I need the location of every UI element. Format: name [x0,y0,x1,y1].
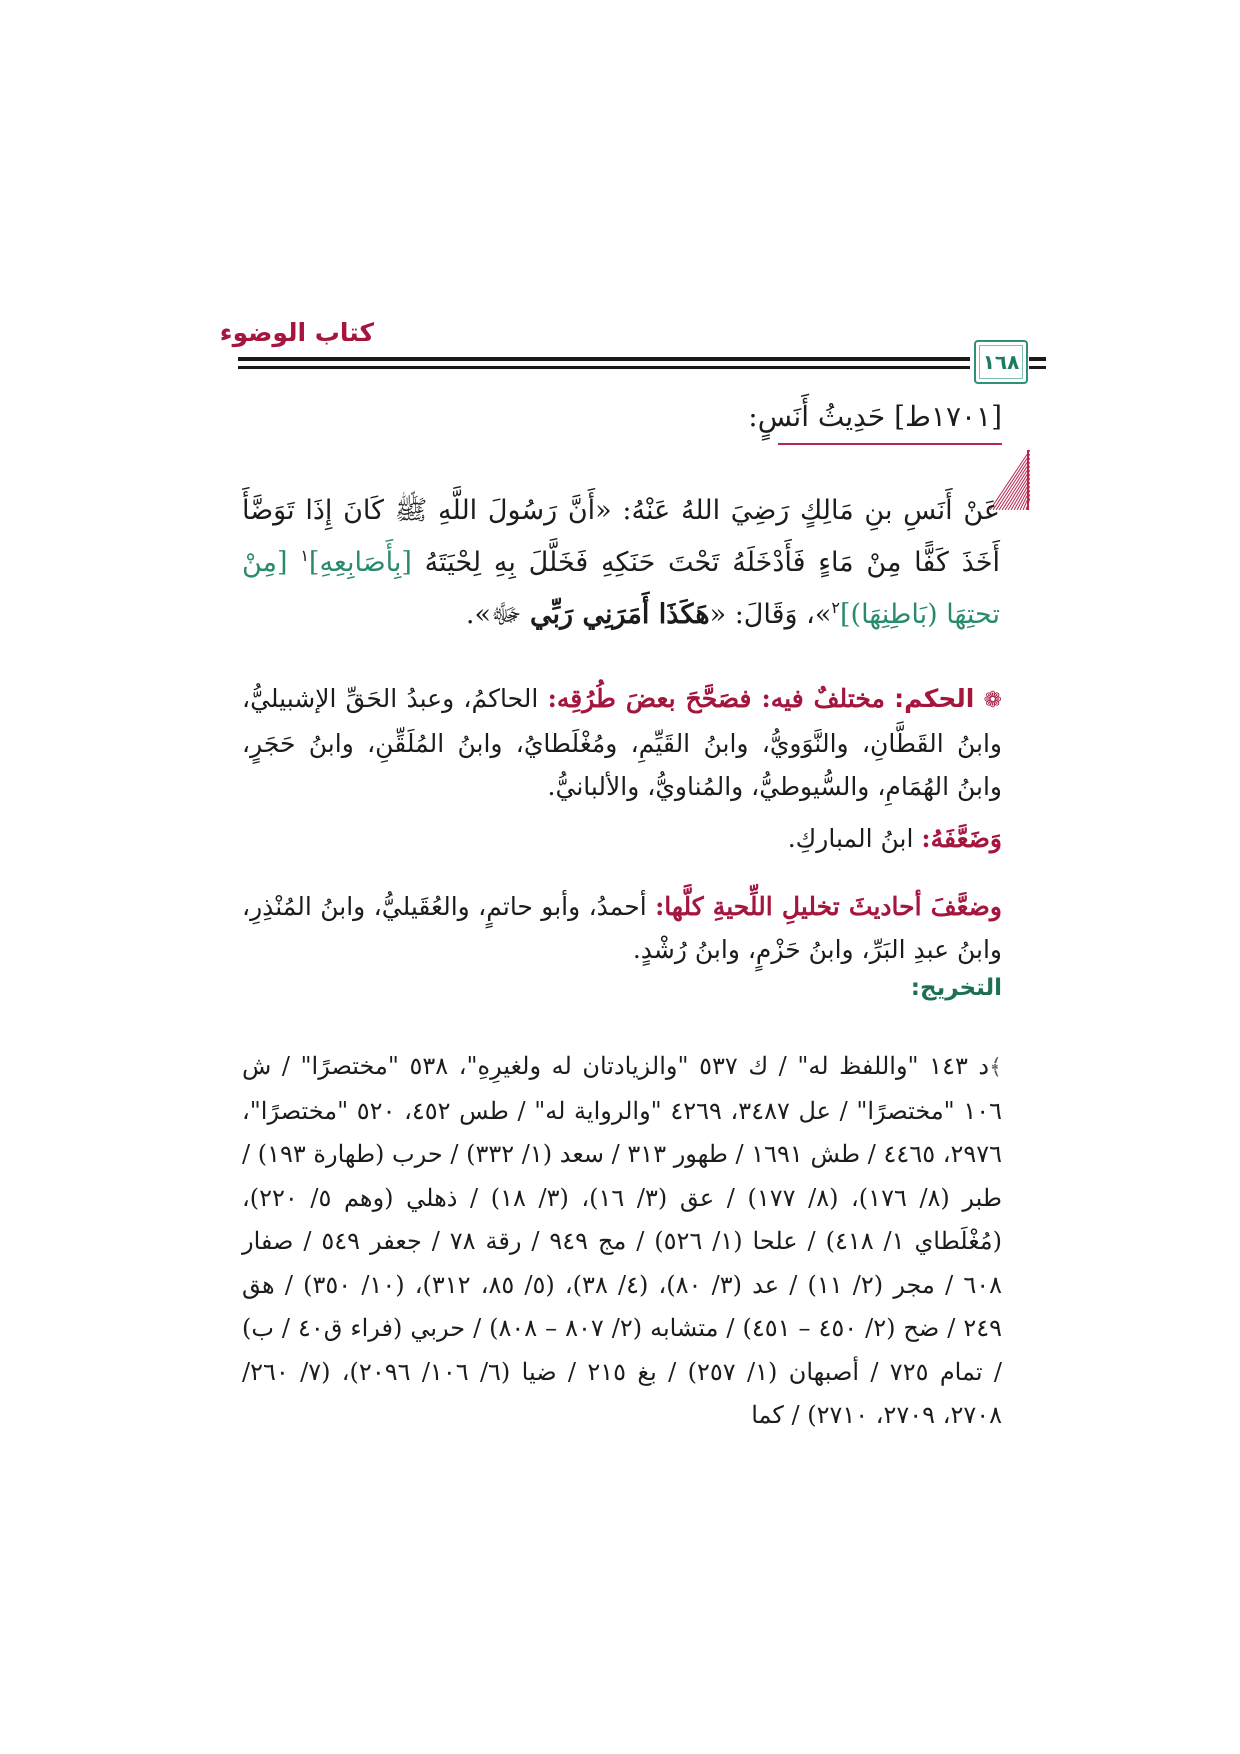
header-rule-bottom [238,366,970,369]
heading-underline [778,443,1002,445]
hadith-variant-1: [بِأَصَابِعِهِ] [308,547,412,578]
header-rule-right-top [1029,357,1046,361]
footnote-marker-1: ١ [300,546,309,565]
header-rule-right-bottom [1029,366,1046,369]
ruling-authenticators: الحاكمُ، وعبدُ الحَقِّ الإشبيليُّ، وابنُ القَطَّانِ، والنَّوَويُّ، وابنُ القَيِّمِ، ومُغْلَطايُ، وابنُ المُلَقِّنِ، وابنُ حَجَرٍ، وابنُ الهُمَامِ، والسُّيوطيُّ، والمُناويُّ، والألبانيُّ. [242,684,1002,801]
prophet-saying: هَكَذَا أَمَرَنِي رَبِّي [530,599,710,630]
hadith-end-text: ﷻ». [465,599,531,630]
lihya-by: أحمدُ، وأبو حاتمٍ، والعُقَيليُّ، وابنُ المُنْذِرِ، وابنُ عبدِ البَرِّ، وابنُ حَزْمٍ، وابنُ رُشْدٍ. [242,892,1002,964]
takhrij-block [242,1045,1002,1438]
ruling-paragraph [242,677,1002,808]
hadith-variant-2: [مِنْ تحتِهَا (بَاطِنِهَا)] [242,547,1000,630]
weakened-line [242,817,1002,860]
page-number: ١٦٨ [982,350,1020,374]
page-number-frame [974,340,1028,384]
hadith-box [238,450,1030,665]
lihya-paragraph [242,885,1002,971]
takhrij-heading: التخريج: [910,975,1002,1001]
footnote-marker-2: ٢ [831,598,840,617]
hadith-tail-text: »، وَقَالَ: « [709,599,832,630]
header-rule-top [238,357,970,361]
takhrij-text: د ١٤٣ "واللفظ له" / ك ٥٣٧ "والزيادتان له ولغيرِهِ"، ٥٣٨ "مختصرًا" / ش ١٠٦ "مختصرًا" / عل ٣٤٨٧، ٤٢٦٩ "والرواية له" / طس ٤٥٢، ٥٢٠ "مختصرًا"، ٢٩٧٦، ٤٤٦٥ / طش ١٦٩١ / طهور ٣١٣ / سعد (١/ ٣٣٢) / حرب (طهارة ١٩٣) / طبر (٨/ ١٧٦)، (٨/ ١٧٧) / عق (٣/ ١٦)، (٣/ ١٨) / ذهلي (وهم ٥/ ٢٢٠)، (مُغْلَطاي ١/ ٤١٨) / علحا (١/ ٥٢٦) / مج ٩٤٩ / رقة ٧٨ / جعفر ٥٤٩ / صفار ٦٠٨ / مجر (٢/ ١١) / عد (٣/ ٨٠)، (٤/ ٣٨)، (٥/ ٨٥، ٣١٢)، (١٠/ ٣٥٠) / هق ٢٤٩ / ضح (٢/ ٤٥٠ – ٤٥١) / متشابه (٢/ ٨٠٧ – ٨٠٨) / حربي (فراء ق٤٠ / ب) / تمام ٧٢٥ / أصبهان (١/ ٢٥٧) / بغ ٢١٥ / ضيا (٦/ ١٠٦/ ٢٠٩٦)، (٧/ ٢٦٠/ ٢٧٠٨، ٢٧٠٩، ٢٧١٠) / كما [242,1052,1003,1429]
hadith-main-text: عَنْ أَنَسِ بنِ مَالِكٍ رَضِيَ اللهُ عَنْهُ: «أَنَّ رَسُولَ اللَّهِ ﷺ كَانَ إِذَا تَوَضَّأَ أَخَذَ كَفًّا مِنْ مَاءٍ فَأَدْخَلَهُ تَحْتَ حَنَكِهِ فَخَلَّلَ بِهِ لِحْيَتَهُ [242,495,1001,578]
flower-ornament-icon: ❁ [983,688,1002,713]
running-title: كتاب الوضوء [219,318,374,347]
weakened-label: وَضَعَّفَهُ: [921,824,1002,853]
hadith-heading: [١٧٠١ط] حَدِيثُ أَنَسٍ: [748,400,1002,433]
weakened-by: ابنُ المباركِ. [787,824,914,853]
ruling-label: الحكم: [894,684,975,713]
lihya-label: وضعَّفَ أحاديثَ تخليلِ اللِّحيةِ كلَّها: [655,892,1002,921]
bracket-icon: ﴾ [989,1055,1002,1080]
ruling-verdict: مختلفٌ فيه: فصَحَّحَ بعضَ طُرُقِه: [547,684,885,713]
hadith-text [242,488,1000,637]
ruling-block [242,677,1002,808]
